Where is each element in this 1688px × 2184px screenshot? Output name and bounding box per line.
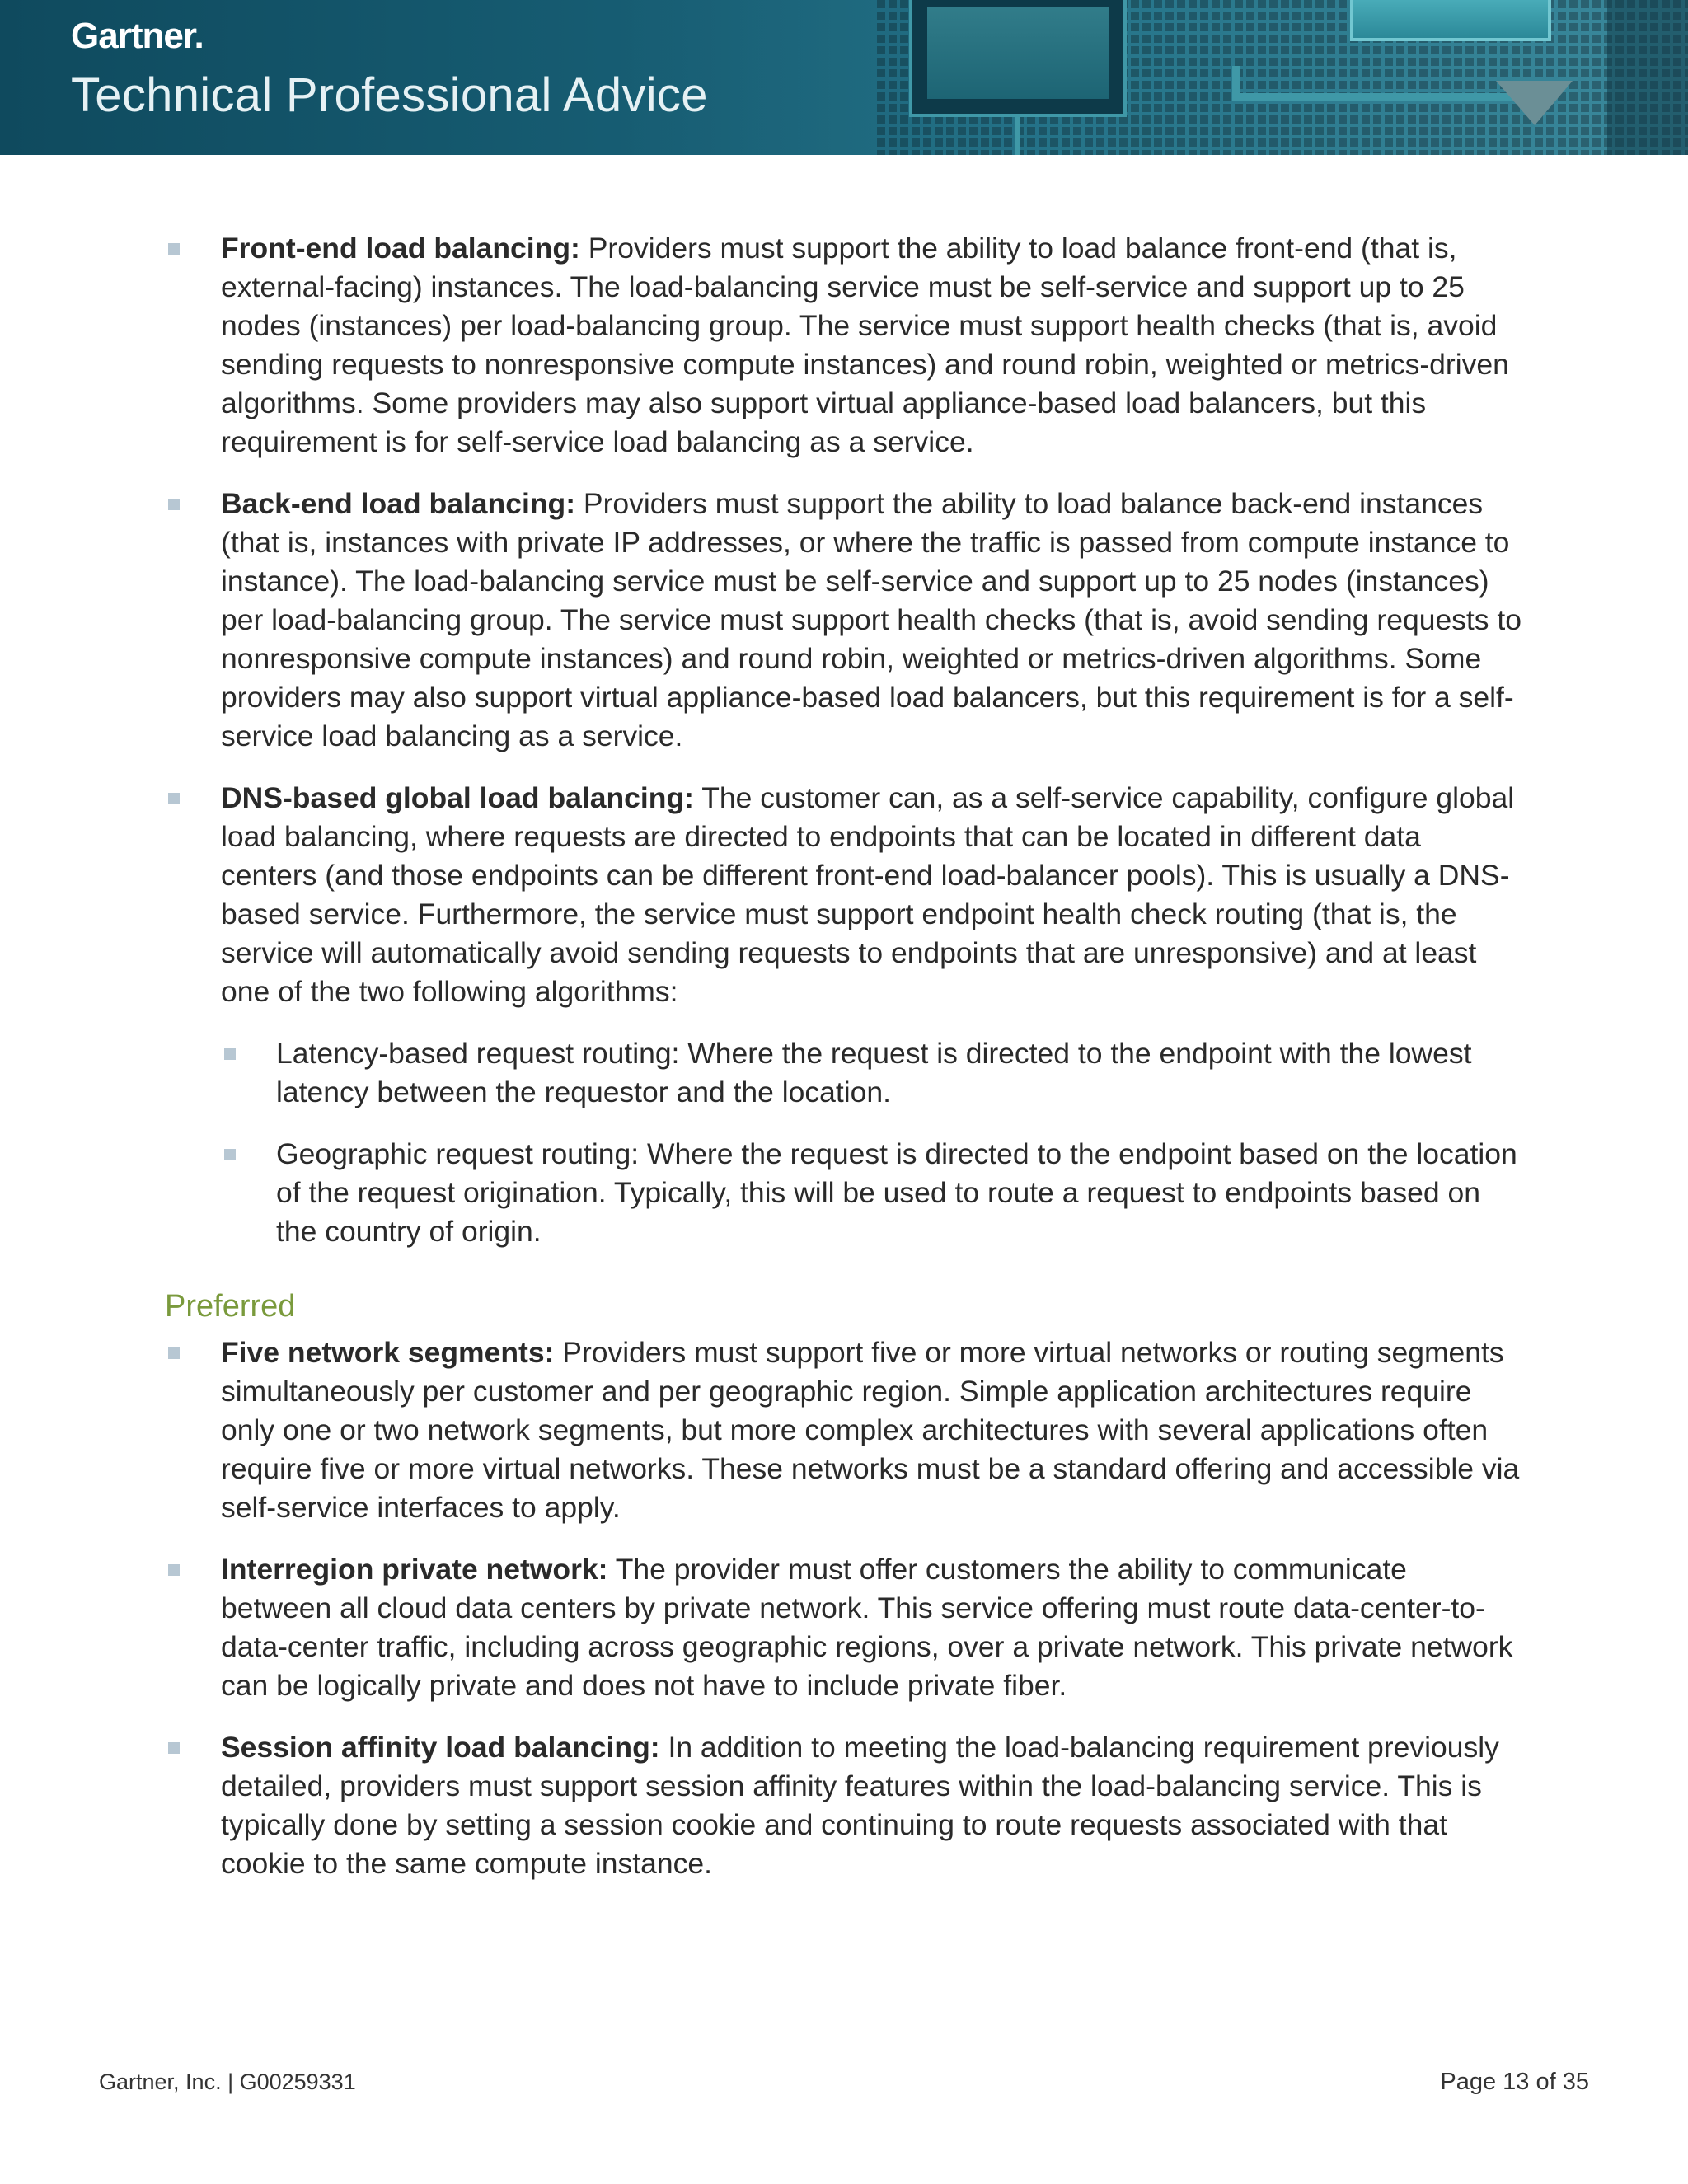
item-term: DNS-based global load balancing: (221, 781, 694, 814)
sub-list-item: Geographic request routing: Where the request is directed to the endpoint based on the location of the request origination. Typically, this will be used to route a request to endpoints based on the country of origin. (221, 1135, 1525, 1251)
item-term: Interregion private network: (221, 1553, 608, 1586)
item-term: Back-end load balancing: (221, 487, 576, 520)
item-text: Providers must support the ability to load balance front-end (that is, external-facing) instances. The load-balancing service must be self-service and support up to 25 nodes (instances) per load-balancing group. The service must support health checks (that is, avoid sending requests to nonresponsive compute instances) and round robin, weighted or metrics-driven algorithms. Some providers may also support virtual appliance-based load balancers, but this requirement is for self-service load balancing as a service. (221, 232, 1509, 458)
footer-page-number: Page 13 of 35 (1440, 2069, 1589, 2095)
gartner-logo: Gartner. (71, 16, 204, 56)
preferred-list (165, 1333, 1525, 1883)
page-content (165, 229, 1525, 1906)
item-text: The provider must offer customers the ability to communicate between all cloud data centers by private network. This service offering must route data-center-to-data-center traffic, including across geographic regions, over a private network. This private network can be logically private and does not have to include private fiber. (221, 1553, 1513, 1702)
item-text: In addition to meeting the load-balancing requirement previously detailed, providers must support session affinity features within the load-balancing service. This is typically done by setting a session cookie and continuing to route requests associated with that cookie to the same compute instance. (221, 1731, 1499, 1880)
banner-title: Technical Professional Advice (71, 68, 708, 122)
section-heading-preferred: Preferred (165, 1289, 296, 1324)
item-term: Session affinity load balancing: (221, 1731, 660, 1764)
header-banner (0, 0, 1688, 155)
item-text: Providers must support five or more virtual networks or routing segments simultaneously per customer and per geographic region. Simple application architectures require only one or two network segments, but more complex architectures with several applications often require five or more virtual networks. These networks must be a standard offering and accessible via self-service interfaces to apply. (221, 1336, 1520, 1524)
list-item (165, 1333, 1525, 1527)
list-item (165, 485, 1525, 756)
algorithm-sublist (221, 1034, 1525, 1251)
list-item (165, 1728, 1525, 1883)
list-item (165, 1550, 1525, 1705)
list-item (165, 779, 1525, 1251)
item-text: Providers must support the ability to load balance back-end instances (that is, instances with private IP addresses, or where the traffic is passed from compute instance to instance). The load-balancing service must be self-service and support up to 25 nodes (instances) per load-balancing group. The service must support health checks (that is, avoid sending requests to nonresponsive compute instances) and round robin, weighted or metrics-driven algorithms. Some providers may also support virtual appliance-based load balancers, but this requirement is for a self-service load balancing as a service. (221, 487, 1522, 752)
item-text: The customer can, as a self-service capability, configure global load balancing, where requests are directed to endpoints that can be located in different data centers (and those endpoints can be different front-end load-balancer pools). This is usually a DNS-based service. Furthermore, the service must support endpoint health check routing (that is, the service will automatically avoid sending requests to endpoints that are unresponsive) and at least one of the two following algorithms: (221, 781, 1515, 1008)
sub-list-item: Latency-based request routing: Where the request is directed to the endpoint with the lowest latency between the requestor and the location. (221, 1034, 1525, 1112)
required-list (165, 229, 1525, 1251)
item-term: Front-end load balancing: (221, 232, 580, 265)
item-term: Five network segments: (221, 1336, 555, 1369)
list-item (165, 229, 1525, 462)
footer-publisher: Gartner, Inc. | G00259331 (99, 2069, 356, 2094)
